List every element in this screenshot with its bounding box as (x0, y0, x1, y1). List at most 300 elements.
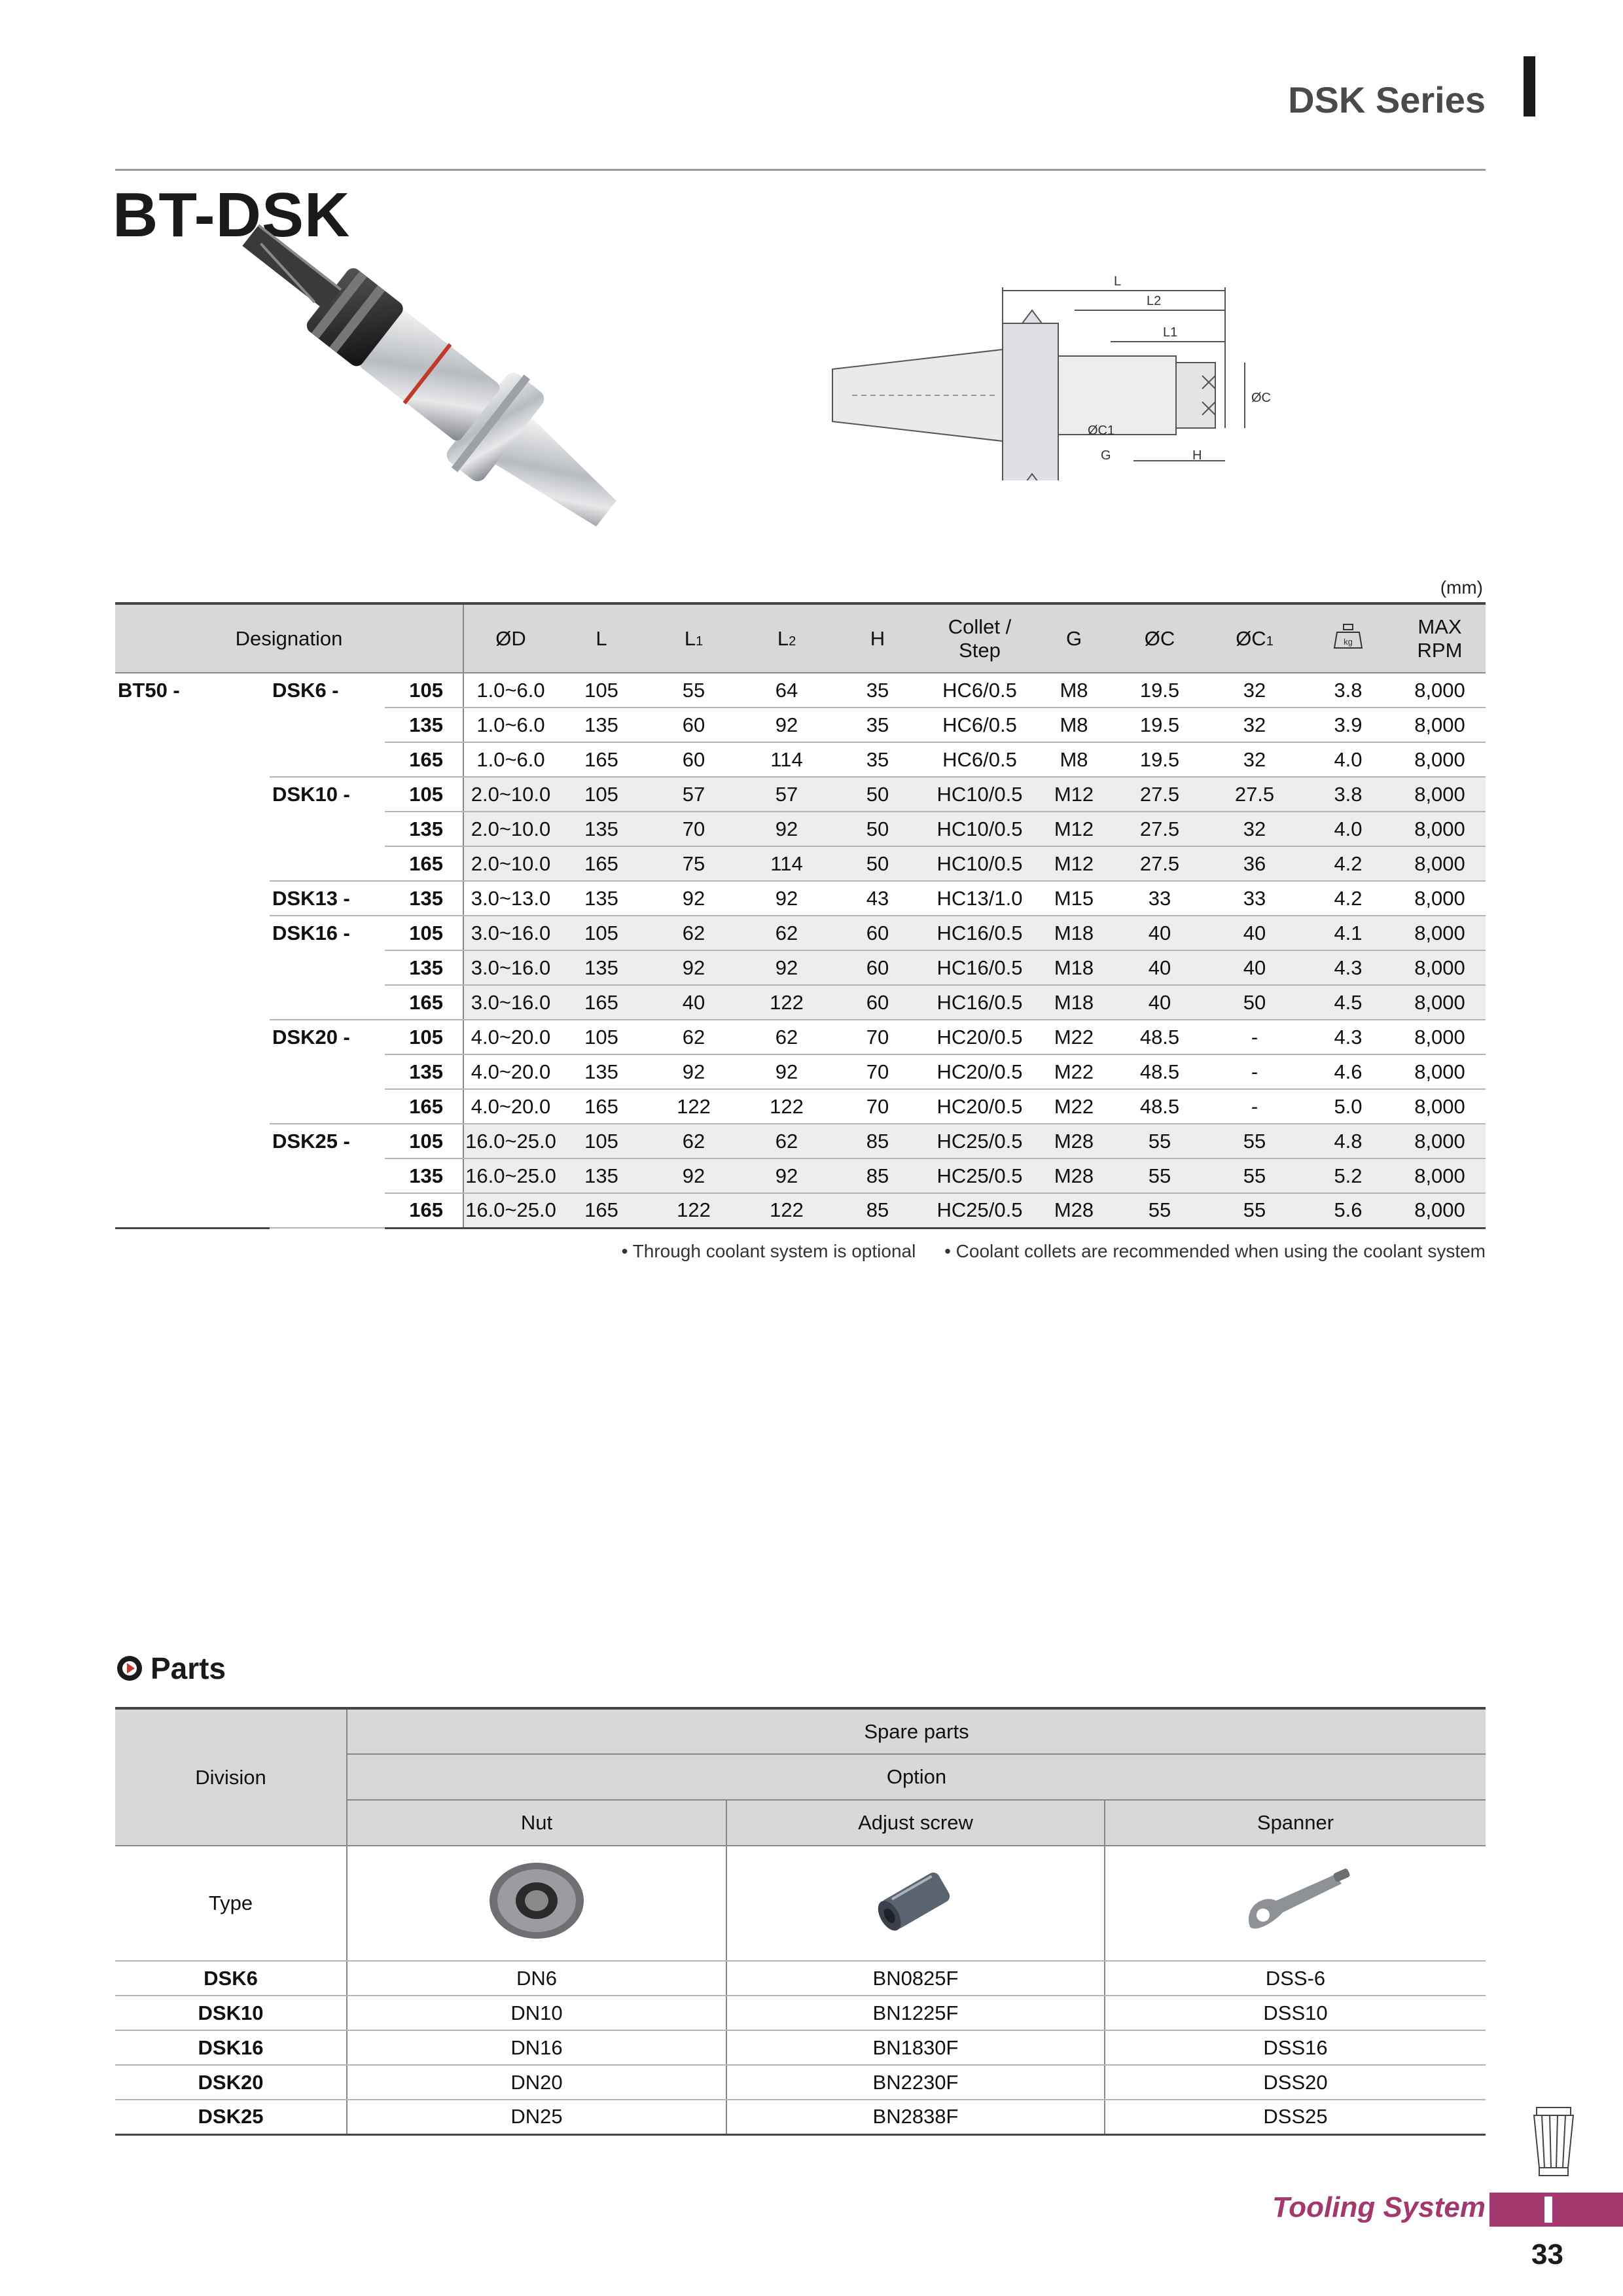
cell-collet: HC16/0.5 (924, 916, 1035, 950)
header-max-rpm: MAX RPM (1394, 603, 1486, 673)
cell-l2: 92 (742, 881, 831, 916)
adjust-screw-cell: BN1225F (726, 1996, 1105, 2030)
row-length: 105 (385, 916, 463, 950)
spanner-cell: DSS-6 (1105, 1961, 1486, 1996)
cell-c: 19.5 (1113, 673, 1207, 708)
cell-rpm: 8,000 (1394, 708, 1486, 742)
cell-rpm: 8,000 (1394, 881, 1486, 916)
dimension-diagram (826, 264, 1297, 480)
cell-collet: HC25/0.5 (924, 1158, 1035, 1193)
row-model (270, 708, 385, 742)
cell-l2: 122 (742, 1193, 831, 1228)
row-model: DSK25 - (272, 1130, 350, 1153)
cell-g: M8 (1035, 673, 1113, 708)
row-model (270, 846, 385, 881)
cell-l: 165 (558, 846, 645, 881)
cell-l1: 55 (645, 673, 742, 708)
cell-weight: 3.8 (1302, 673, 1394, 708)
cell-d: 3.0~16.0 (463, 985, 558, 1020)
header-divider (115, 169, 1486, 171)
cell-collet: HC25/0.5 (924, 1193, 1035, 1228)
cell-l: 105 (558, 673, 645, 708)
division-cell: DSK10 (115, 1996, 347, 2030)
cell-weight: 5.2 (1302, 1158, 1394, 1193)
weight-kg-icon (1333, 623, 1363, 649)
cell-c: 40 (1113, 985, 1207, 1020)
cell-g: M18 (1035, 916, 1113, 950)
cell-rpm: 8,000 (1394, 742, 1486, 777)
cell-weight: 4.3 (1302, 950, 1394, 985)
cell-h: 50 (831, 777, 924, 812)
cell-collet: HC13/1.0 (924, 881, 1035, 916)
page-number: 33 (1531, 2238, 1563, 2270)
cell-g: M12 (1035, 812, 1113, 846)
row-group (115, 916, 270, 950)
spanner-image-cell (1105, 1846, 1486, 1961)
parts-header-row (115, 1708, 1486, 1754)
cell-rpm: 8,000 (1394, 1020, 1486, 1054)
cell-g: M12 (1035, 846, 1113, 881)
row-length: 165 (385, 985, 463, 1020)
cell-c1: 55 (1207, 1193, 1302, 1228)
spanner-icon (1237, 1861, 1355, 1940)
header-collet-step: Collet / Step (924, 603, 1035, 673)
dim-label-c: ØC (1251, 391, 1271, 405)
cell-collet: HC16/0.5 (924, 985, 1035, 1020)
row-group (115, 881, 270, 916)
nut-cell: DN25 (347, 2100, 726, 2134)
cell-l2: 114 (742, 846, 831, 881)
table-row (115, 1158, 1486, 1193)
header-l: L (558, 603, 645, 673)
cell-l: 165 (558, 985, 645, 1020)
parts-table (115, 1707, 1486, 2136)
nut-cell: DN16 (347, 2030, 726, 2065)
row-group (115, 985, 270, 1020)
row-length: 105 (385, 777, 463, 812)
cell-l2: 62 (742, 916, 831, 950)
cell-h: 60 (831, 950, 924, 985)
row-length: 105 (385, 673, 463, 708)
cell-g: M28 (1035, 1158, 1113, 1193)
table-row (115, 950, 1486, 985)
cell-l2: 62 (742, 1020, 831, 1054)
footnote-coolant-collets: • Coolant collets are recommended when using the coolant system (944, 1241, 1486, 1261)
type-row (115, 1846, 1486, 1961)
cell-h: 85 (831, 1124, 924, 1158)
cell-collet: HC25/0.5 (924, 1124, 1035, 1158)
cell-c: 27.5 (1113, 846, 1207, 881)
cell-d: 3.0~16.0 (463, 916, 558, 950)
collet-icon (1527, 2102, 1580, 2181)
series-marker-bar (1524, 56, 1535, 117)
header-l1: L1 (645, 603, 742, 673)
spec-header-row (115, 603, 1486, 673)
row-group (115, 1124, 270, 1158)
table-row (115, 1996, 1486, 2030)
table-row (115, 1054, 1486, 1089)
cell-rpm: 8,000 (1394, 916, 1486, 950)
cell-l1: 122 (645, 1089, 742, 1124)
cell-l: 105 (558, 916, 645, 950)
table-row (115, 2065, 1486, 2100)
cell-weight: 4.0 (1302, 742, 1394, 777)
dim-label-h: H (1192, 448, 1202, 463)
row-length: 135 (385, 881, 463, 916)
cell-l: 105 (558, 1124, 645, 1158)
cell-l1: 92 (645, 881, 742, 916)
cell-c1: 40 (1207, 916, 1302, 950)
cell-g: M28 (1035, 1193, 1113, 1228)
cell-collet: HC20/0.5 (924, 1089, 1035, 1124)
cell-l: 165 (558, 1193, 645, 1228)
cell-l1: 92 (645, 950, 742, 985)
cell-c1: - (1207, 1054, 1302, 1089)
adjust-screw-cell: BN0825F (726, 1961, 1105, 1996)
row-model: DSK20 - (272, 1026, 350, 1049)
cell-g: M22 (1035, 1020, 1113, 1054)
row-length: 165 (385, 846, 463, 881)
table-row (115, 2030, 1486, 2065)
dim-label-l1: L1 (1163, 325, 1178, 340)
cell-d: 16.0~25.0 (463, 1193, 558, 1228)
cell-g: M18 (1035, 950, 1113, 985)
cell-d: 1.0~6.0 (463, 742, 558, 777)
cell-collet: HC20/0.5 (924, 1020, 1035, 1054)
header-l2: L2 (742, 603, 831, 673)
cell-c1: 50 (1207, 985, 1302, 1020)
table-row (115, 1020, 1486, 1054)
cell-c: 40 (1113, 916, 1207, 950)
cell-d: 4.0~20.0 (463, 1020, 558, 1054)
row-group (115, 812, 270, 846)
cell-h: 35 (831, 673, 924, 708)
header-weight (1302, 603, 1394, 673)
row-group (115, 1193, 270, 1228)
table-footnotes (598, 1241, 1486, 1262)
cell-c1: 32 (1207, 812, 1302, 846)
parts-heading-label: Parts (151, 1651, 226, 1685)
cell-l: 105 (558, 1020, 645, 1054)
cell-d: 3.0~13.0 (463, 881, 558, 916)
dim-label-l: L (1114, 274, 1122, 289)
table-row (115, 916, 1486, 950)
cell-d: 3.0~16.0 (463, 950, 558, 985)
cell-h: 60 (831, 985, 924, 1020)
cell-c1: 27.5 (1207, 777, 1302, 812)
header-spanner: Spanner (1105, 1800, 1486, 1846)
header-c1: ØC1 (1207, 603, 1302, 673)
cell-rpm: 8,000 (1394, 1089, 1486, 1124)
row-model (270, 1089, 385, 1124)
cell-c1: 32 (1207, 742, 1302, 777)
cell-c: 55 (1113, 1158, 1207, 1193)
cell-rpm: 8,000 (1394, 1054, 1486, 1089)
row-length: 135 (385, 708, 463, 742)
nut-cell: DN20 (347, 2065, 726, 2100)
row-group (115, 1054, 270, 1089)
cell-g: M8 (1035, 708, 1113, 742)
cell-collet: HC6/0.5 (924, 742, 1035, 777)
page-title: BT-DSK (113, 180, 351, 250)
cell-l2: 92 (742, 708, 831, 742)
cell-l2: 114 (742, 742, 831, 777)
row-model (270, 1054, 385, 1089)
nut-icon (484, 1858, 589, 1943)
cell-l2: 92 (742, 1158, 831, 1193)
cell-c1: 55 (1207, 1158, 1302, 1193)
cell-d: 2.0~10.0 (463, 812, 558, 846)
cell-l1: 60 (645, 708, 742, 742)
cell-l: 105 (558, 777, 645, 812)
cell-l1: 40 (645, 985, 742, 1020)
dim-label-c1: ØC1 (1088, 423, 1115, 438)
header-c: ØC (1113, 603, 1207, 673)
cell-h: 85 (831, 1158, 924, 1193)
header-adjust-screw: Adjust screw (726, 1800, 1105, 1846)
row-length: 105 (385, 1020, 463, 1054)
cell-collet: HC10/0.5 (924, 812, 1035, 846)
cell-weight: 4.3 (1302, 1020, 1394, 1054)
cell-h: 35 (831, 742, 924, 777)
cell-l1: 75 (645, 846, 742, 881)
cell-d: 16.0~25.0 (463, 1158, 558, 1193)
cell-h: 70 (831, 1020, 924, 1054)
cell-collet: HC10/0.5 (924, 777, 1035, 812)
row-length: 165 (385, 742, 463, 777)
cell-d: 1.0~6.0 (463, 673, 558, 708)
cell-h: 70 (831, 1089, 924, 1124)
cell-c1: 32 (1207, 673, 1302, 708)
header-spare-parts: Spare parts (347, 1708, 1486, 1754)
cell-l2: 92 (742, 950, 831, 985)
cell-c1: - (1207, 1020, 1302, 1054)
cell-l: 135 (558, 881, 645, 916)
row-length: 165 (385, 1193, 463, 1228)
table-row (115, 985, 1486, 1020)
cell-rpm: 8,000 (1394, 1193, 1486, 1228)
cell-weight: 4.5 (1302, 985, 1394, 1020)
cell-c: 40 (1113, 950, 1207, 985)
table-row (115, 1961, 1486, 1996)
cell-c: 33 (1113, 881, 1207, 916)
cell-l1: 62 (645, 916, 742, 950)
row-group (115, 846, 270, 881)
cell-c1: 55 (1207, 1124, 1302, 1158)
cell-d: 16.0~25.0 (463, 1124, 558, 1158)
footer-bar-mark (1544, 2197, 1552, 2223)
spanner-cell: DSS10 (1105, 1996, 1486, 2030)
cell-rpm: 8,000 (1394, 777, 1486, 812)
cell-c: 27.5 (1113, 777, 1207, 812)
footnote-coolant-optional: • Through coolant system is optional (621, 1241, 916, 1261)
cell-weight: 5.6 (1302, 1193, 1394, 1228)
row-length: 135 (385, 1158, 463, 1193)
table-row (115, 846, 1486, 881)
header-g: G (1035, 603, 1113, 673)
cell-collet: HC20/0.5 (924, 1054, 1035, 1089)
row-group (115, 1020, 270, 1054)
header-option: Option (347, 1754, 1486, 1800)
header-division: Division (115, 1708, 347, 1846)
adjust-screw-cell: BN2838F (726, 2100, 1105, 2134)
cell-c1: 36 (1207, 846, 1302, 881)
header-designation: Designation (115, 603, 463, 673)
cell-d: 4.0~20.0 (463, 1089, 558, 1124)
division-cell: DSK25 (115, 2100, 347, 2134)
parts-heading (115, 1651, 226, 1686)
table-row (115, 812, 1486, 846)
row-group (115, 777, 270, 812)
table-row (115, 673, 1486, 708)
cell-l1: 62 (645, 1020, 742, 1054)
cell-rpm: 8,000 (1394, 812, 1486, 846)
table-row (115, 2100, 1486, 2134)
cell-l: 135 (558, 950, 645, 985)
cell-h: 35 (831, 708, 924, 742)
cell-l1: 92 (645, 1158, 742, 1193)
cell-c: 55 (1113, 1193, 1207, 1228)
cell-collet: HC16/0.5 (924, 950, 1035, 985)
cell-l: 135 (558, 1158, 645, 1193)
row-length: 105 (385, 1124, 463, 1158)
row-group (115, 742, 270, 777)
cell-d: 1.0~6.0 (463, 708, 558, 742)
spec-table (115, 602, 1486, 1229)
cell-l: 135 (558, 1054, 645, 1089)
cell-c1: 33 (1207, 881, 1302, 916)
cell-weight: 4.0 (1302, 812, 1394, 846)
row-length: 165 (385, 1089, 463, 1124)
cell-weight: 4.8 (1302, 1124, 1394, 1158)
footer-section-label: Tooling System (1272, 2191, 1486, 2223)
cell-weight: 4.2 (1302, 846, 1394, 881)
cell-l1: 57 (645, 777, 742, 812)
cell-l2: 122 (742, 1089, 831, 1124)
row-model: DSK16 - (272, 922, 350, 944)
cell-weight: 4.2 (1302, 881, 1394, 916)
cell-collet: HC6/0.5 (924, 708, 1035, 742)
cell-weight: 5.0 (1302, 1089, 1394, 1124)
row-length: 135 (385, 812, 463, 846)
cell-weight: 4.1 (1302, 916, 1394, 950)
row-model: DSK10 - (272, 783, 350, 806)
cell-l1: 62 (645, 1124, 742, 1158)
adjust-screw-cell: BN1830F (726, 2030, 1105, 2065)
division-cell: DSK6 (115, 1961, 347, 1996)
row-model (270, 812, 385, 846)
cell-c1: - (1207, 1089, 1302, 1124)
cell-d: 4.0~20.0 (463, 1054, 558, 1089)
cell-l: 165 (558, 1089, 645, 1124)
adjust-screw-icon (870, 1861, 961, 1940)
cell-g: M8 (1035, 742, 1113, 777)
header-h: H (831, 603, 924, 673)
cell-h: 85 (831, 1193, 924, 1228)
header-d: ØD (463, 603, 558, 673)
row-model (270, 1193, 385, 1228)
table-row (115, 1089, 1486, 1124)
cell-collet: HC6/0.5 (924, 673, 1035, 708)
cell-c: 48.5 (1113, 1089, 1207, 1124)
row-length: 135 (385, 950, 463, 985)
row-length: 135 (385, 1054, 463, 1089)
row-model: DSK6 - (272, 679, 339, 702)
cell-l: 165 (558, 742, 645, 777)
cell-c: 27.5 (1113, 812, 1207, 846)
cell-h: 50 (831, 846, 924, 881)
cell-l2: 57 (742, 777, 831, 812)
nut-image-cell (347, 1846, 726, 1961)
cell-h: 60 (831, 916, 924, 950)
division-cell: DSK20 (115, 2065, 347, 2100)
cell-l2: 122 (742, 985, 831, 1020)
dim-label-l2: L2 (1147, 294, 1162, 308)
row-group: BT50 - (118, 679, 180, 702)
table-row (115, 777, 1486, 812)
cell-rpm: 8,000 (1394, 950, 1486, 985)
dim-label-g: G (1101, 448, 1111, 463)
nut-cell: DN6 (347, 1961, 726, 1996)
cell-d: 2.0~10.0 (463, 777, 558, 812)
cell-collet: HC10/0.5 (924, 846, 1035, 881)
cell-g: M18 (1035, 985, 1113, 1020)
series-label: DSK Series (1288, 79, 1486, 120)
table-row (115, 881, 1486, 916)
cell-c1: 32 (1207, 708, 1302, 742)
cell-g: M22 (1035, 1089, 1113, 1124)
nut-cell: DN10 (347, 1996, 726, 2030)
svg-text:kg: kg (1344, 636, 1353, 647)
cell-g: M22 (1035, 1054, 1113, 1089)
cell-c: 19.5 (1113, 742, 1207, 777)
tool-holder-image (223, 223, 681, 563)
cell-l2: 92 (742, 812, 831, 846)
row-group (115, 708, 270, 742)
cell-l1: 70 (645, 812, 742, 846)
cell-l: 135 (558, 812, 645, 846)
table-row (115, 708, 1486, 742)
cell-rpm: 8,000 (1394, 846, 1486, 881)
row-model (270, 950, 385, 985)
cell-d: 2.0~10.0 (463, 846, 558, 881)
cell-rpm: 8,000 (1394, 985, 1486, 1020)
cell-l2: 92 (742, 1054, 831, 1089)
cell-l1: 92 (645, 1054, 742, 1089)
cell-l2: 64 (742, 673, 831, 708)
cell-h: 50 (831, 812, 924, 846)
arrow-circle-icon (115, 1654, 144, 1683)
adjust-screw-image-cell (726, 1846, 1105, 1961)
row-model (270, 985, 385, 1020)
spanner-cell: DSS20 (1105, 2065, 1486, 2100)
row-group (115, 1089, 270, 1124)
cell-c1: 40 (1207, 950, 1302, 985)
table-row (115, 742, 1486, 777)
cell-weight: 3.9 (1302, 708, 1394, 742)
cell-g: M28 (1035, 1124, 1113, 1158)
cell-g: M15 (1035, 881, 1113, 916)
cell-c: 48.5 (1113, 1020, 1207, 1054)
cell-weight: 4.6 (1302, 1054, 1394, 1089)
cell-c: 48.5 (1113, 1054, 1207, 1089)
footer-accent-bar (1489, 2193, 1623, 2227)
cell-weight: 3.8 (1302, 777, 1394, 812)
spanner-cell: DSS16 (1105, 2030, 1486, 2065)
cell-h: 43 (831, 881, 924, 916)
row-model (270, 1158, 385, 1193)
type-label: Type (115, 1846, 347, 1961)
